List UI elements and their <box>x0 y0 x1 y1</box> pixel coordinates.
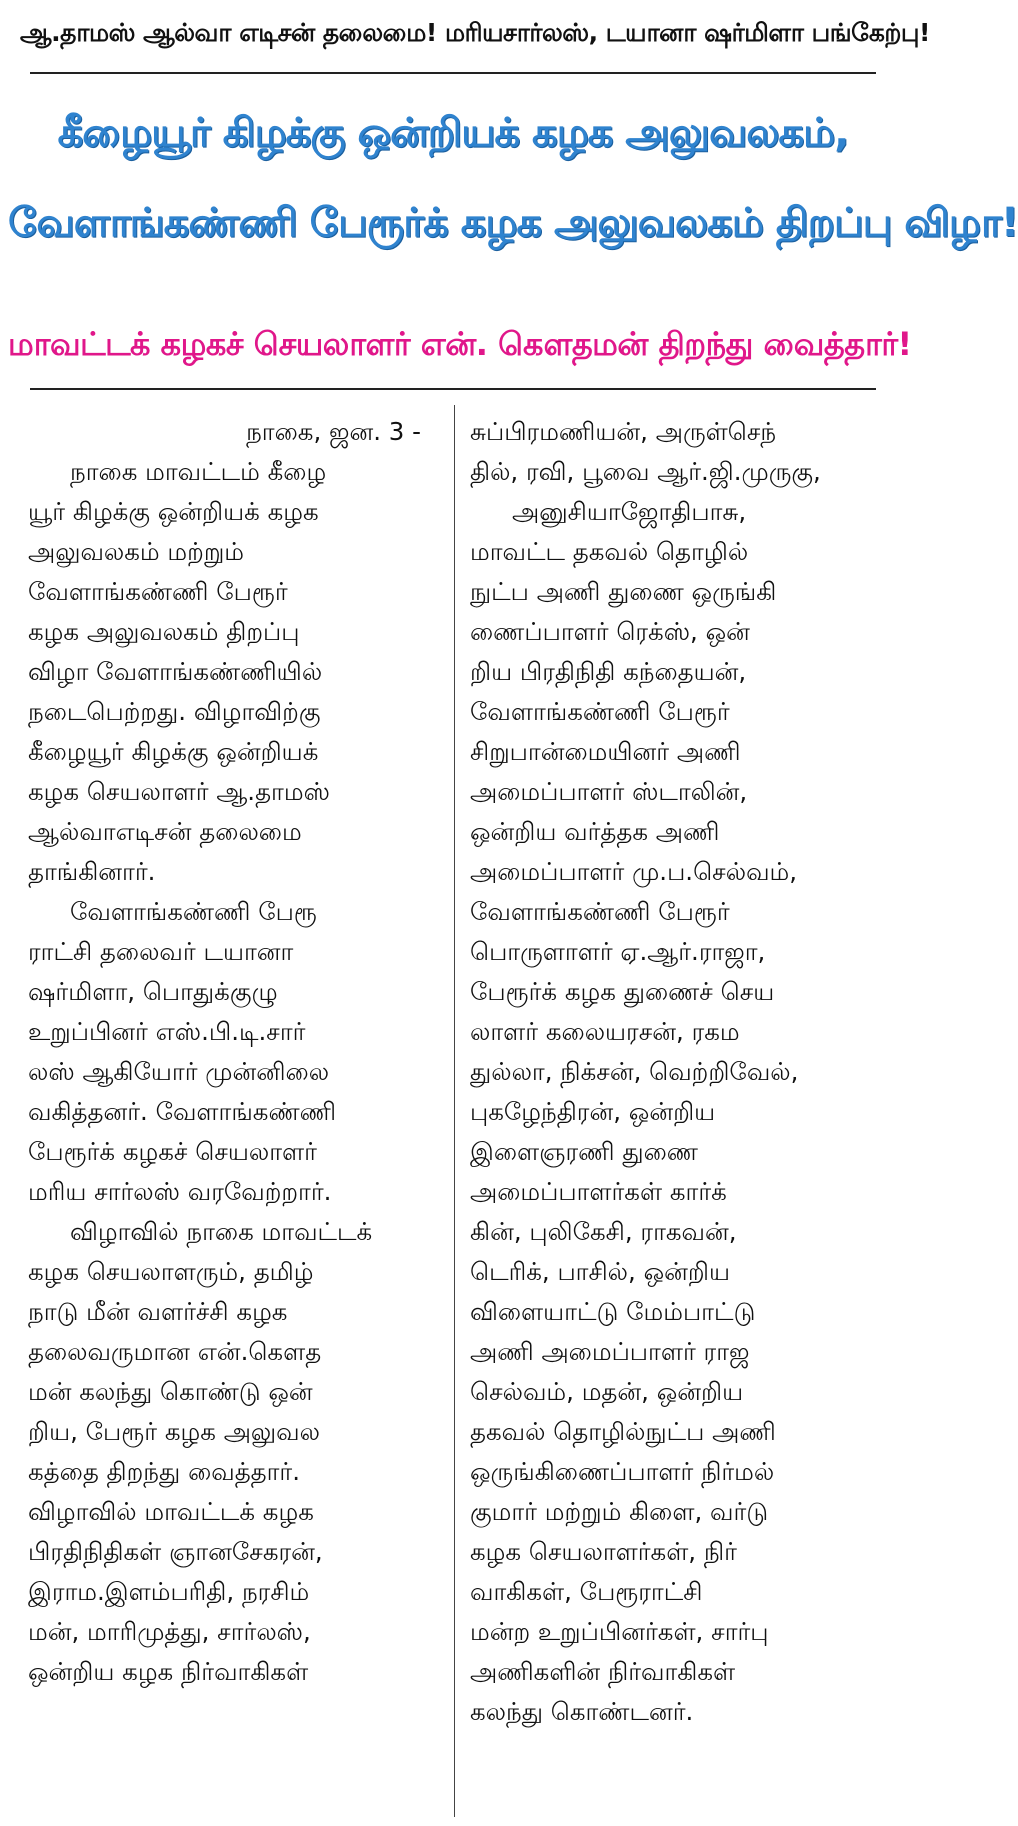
right-column-line-30: வாகிகள், பேரூராட்சி <box>470 1577 703 1606</box>
right-column-line-9: சிறுபான்மையினர் அணி <box>470 737 741 766</box>
right-column-line-15: பேரூர்க் கழக துணைச் செய <box>470 977 775 1006</box>
left-column-line-27: கத்தை திறந்து வைத்தார். <box>28 1457 301 1486</box>
left-column-line-21: விழாவில் நாகை மாவட்டக் <box>70 1217 373 1246</box>
left-column-line-3: யூர் கிழக்கு ஒன்றியக் கழக <box>28 497 319 526</box>
left-column-line-10: கழக செயலாளர் ஆ.தாமஸ் <box>28 777 330 806</box>
left-column-line-26: றிய, பேரூர் கழக அலுவல <box>28 1417 320 1446</box>
left-column-line-24: தலைவருமான என்.கௌத <box>28 1337 322 1366</box>
right-column-line-22: டெரிக், பாசில், ஒன்றிய <box>470 1257 730 1286</box>
left-column-line-11: ஆல்வாஎடிசன் தலைமை <box>28 817 302 846</box>
left-column-line-22: கழக செயலாளரும், தமிழ் <box>28 1257 314 1286</box>
left-column-line-5: வேளாங்கண்ணி பேரூர் <box>28 577 288 606</box>
right-column-line-8: வேளாங்கண்ணி பேரூர் <box>470 697 730 726</box>
article-column-right <box>470 412 880 1732</box>
right-column-line-7: றிய பிரதிநிதி கந்தையன், <box>470 657 747 686</box>
right-column-line-21: கின், புலிகேசி, ராகவன், <box>470 1217 737 1246</box>
left-column-line-8: நடைபெற்றது. விழாவிற்கு <box>28 697 321 726</box>
right-column-line-29: கழக செயலாளர்கள், நிர் <box>470 1537 737 1566</box>
right-column-line-11: ஒன்றிய வர்த்தக அணி <box>470 817 720 846</box>
left-column-line-18: வகித்தனர். வேளாங்கண்ணி <box>28 1097 337 1126</box>
right-column-line-17: துல்லா, நிக்சன், வெற்றிவேல், <box>470 1057 799 1086</box>
left-column-line-23: நாடு மீன் வளர்ச்சி கழக <box>28 1297 288 1326</box>
right-column-line-13: வேளாங்கண்ணி பேரூர் <box>470 897 730 926</box>
right-column-line-14: பொருளாளர் ஏ.ஆர்.ராஜா, <box>470 937 766 966</box>
left-column-line-12: தாங்கினார். <box>28 857 156 886</box>
right-column-line-31: மன்ற உறுப்பினர்கள், சார்பு <box>470 1617 769 1646</box>
right-column-line-32: அணிகளின் நிர்வாகிகள் <box>470 1657 736 1686</box>
left-column-line-25: மன் கலந்து கொண்டு ஒன் <box>28 1377 313 1406</box>
right-column-line-27: ஒருங்கிணைப்பாளர் நிர்மல் <box>470 1457 775 1486</box>
section-rule <box>30 388 876 390</box>
left-column-line-28: விழாவில் மாவட்டக் கழக <box>28 1497 314 1526</box>
right-column-line-19: இளைஞரணி துணை <box>470 1137 698 1166</box>
left-column-line-1: நாகை, ஜன. 3 - <box>246 417 421 446</box>
headline-line-2: வேளாங்கண்ணி பேரூர்க் கழக அலுவலகம் திறப்பு விழா! <box>8 200 1018 246</box>
left-column-line-9: கீழையூர் கிழக்கு ஒன்றியக் <box>28 737 319 766</box>
right-column-line-18: புகழேந்திரன், ஒன்றிய <box>470 1097 716 1126</box>
right-column-line-23: விளையாட்டு மேம்பாட்டு <box>470 1297 756 1326</box>
left-column-line-15: ஷர்மிளா, பொதுக்குழு <box>28 977 278 1006</box>
right-column-line-5: நுட்ப அணி துணை ஒருங்கி <box>470 577 777 606</box>
right-column-line-10: அமைப்பாளர் ஸ்டாலின், <box>470 777 748 806</box>
right-column-line-33: கலந்து கொண்டனர். <box>470 1697 694 1726</box>
right-column-line-28: குமார் மற்றும் கிளை, வர்டு <box>470 1497 769 1526</box>
right-column-line-4: மாவட்ட தகவல் தொழில் <box>470 537 749 566</box>
left-column-line-30: இராம.இளம்பரிதி, நரசிம் <box>28 1577 310 1606</box>
left-column-line-31: மன், மாரிமுத்து, சார்லஸ், <box>28 1617 311 1646</box>
top-rule <box>30 72 876 74</box>
left-column-line-29: பிரதிநிதிகள் ஞானசேகரன், <box>28 1537 323 1566</box>
right-column-line-2: தில், ரவி, பூவை ஆர்.ஜி.முருகு, <box>470 457 821 486</box>
right-column-line-3: அனுசியாஜோதிபாசு, <box>512 497 747 526</box>
right-column-line-25: செல்வம், மதன், ஒன்றிய <box>470 1377 744 1406</box>
left-column-line-19: பேரூர்க் கழகச் செயலாளர் <box>28 1137 317 1166</box>
article-column-left <box>28 412 441 1692</box>
right-column-line-6: ணைப்பாளர் ரெக்ஸ், ஒன் <box>470 617 750 646</box>
left-column-line-2: நாகை மாவட்டம் கீழை <box>70 457 327 486</box>
right-column-line-20: அமைப்பாளர்கள் கார்க் <box>470 1177 727 1206</box>
left-column-line-20: மரிய சார்லஸ் வரவேற்றார். <box>28 1177 332 1206</box>
left-column-line-16: உறுப்பினர் எஸ்.பி.டி.சார் <box>28 1017 306 1046</box>
left-column-line-17: லஸ் ஆகியோர் முன்னிலை <box>28 1057 330 1086</box>
left-column-line-32: ஒன்றிய கழக நிர்வாகிகள் <box>28 1657 309 1686</box>
subheadline: மாவட்டக் கழகச் செயலாளர் என். கௌதமன் திறந்து வைத்தார்! <box>8 325 912 363</box>
column-divider <box>454 405 455 1817</box>
right-column-line-12: அமைப்பாளர் மு.ப.செல்வம், <box>470 857 798 886</box>
right-column-line-1: சுப்பிரமணியன், அருள்செந் <box>470 417 777 446</box>
left-column-line-4: அலுவலகம் மற்றும் <box>28 537 245 566</box>
right-column-line-16: லாளர் கலையரசன், ரகம <box>470 1017 740 1046</box>
left-column-line-13: வேளாங்கண்ணி பேரூ <box>70 897 317 926</box>
kicker-line: ஆ.தாமஸ் ஆல்வா எடிசன் தலைமை! மரியசார்லஸ், டயானா ஷர்மிளா பங்கேற்பு! <box>20 18 930 47</box>
left-column-line-7: விழா வேளாங்கண்ணியில் <box>28 657 323 686</box>
left-column-line-14: ராட்சி தலைவர் டயானா <box>28 937 294 966</box>
left-column-line-6: கழக அலுவலகம் திறப்பு <box>28 617 300 646</box>
right-column-line-24: அணி அமைப்பாளர் ராஜ <box>470 1337 750 1366</box>
right-column-line-26: தகவல் தொழில்நுட்ப அணி <box>470 1417 776 1446</box>
headline-line-1: கீழையூர் கிழக்கு ஒன்றியக் கழக அலுவலகம், <box>57 110 849 156</box>
